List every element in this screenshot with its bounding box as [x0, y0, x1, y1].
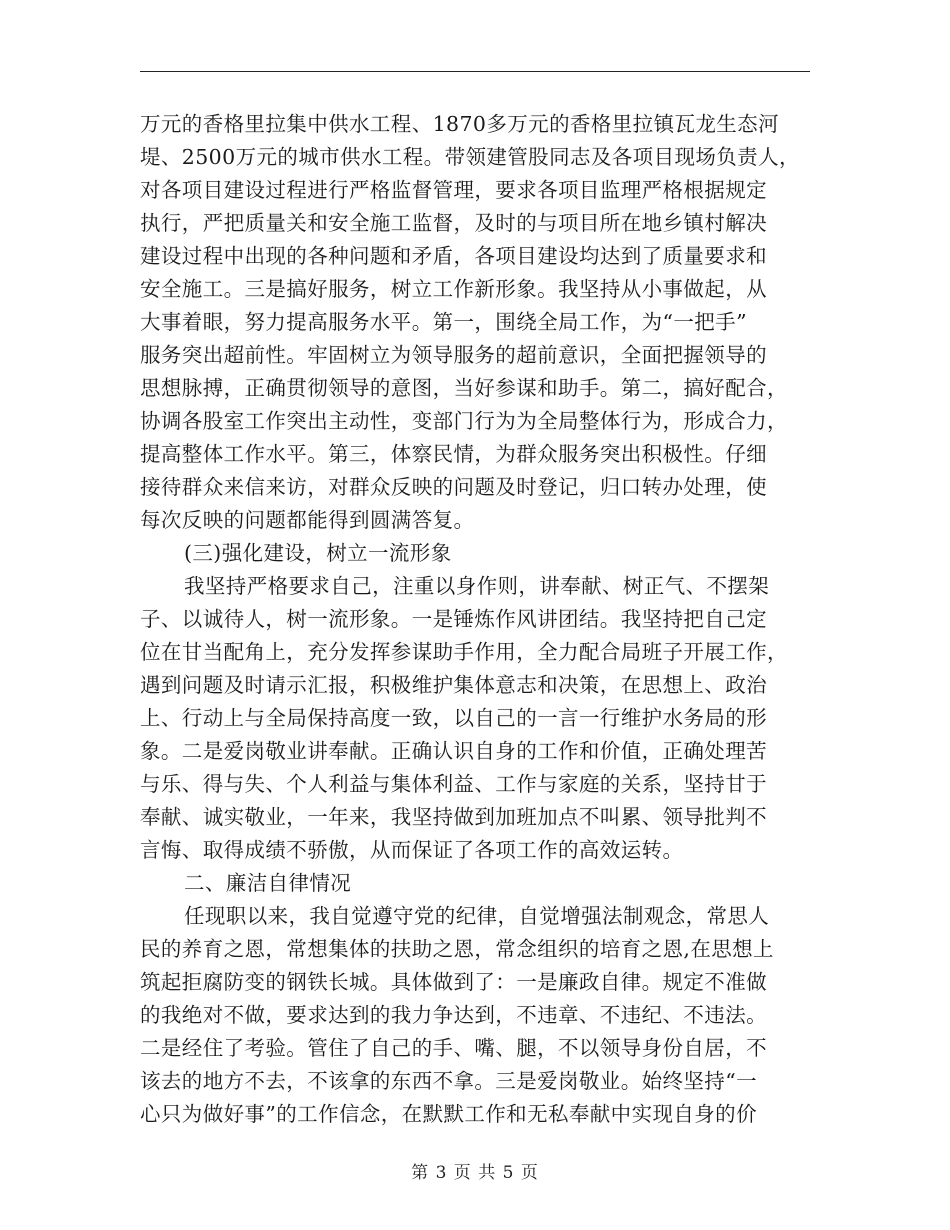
section-heading: (三)强化建设，树立一流形象: [184, 541, 452, 565]
text-line: 建设过程中出现的各种问题和矛盾，各项目建设均达到了质量要求和: [140, 244, 767, 268]
text-line: 遇到问题及时请示汇报，积极维护集体意志和决策，在思想上、政治: [140, 673, 767, 697]
page-number: 第 3 页 共 5 页: [411, 1163, 539, 1183]
text-line: 上、行动上与全局保持高度一致，以自己的一言一行维护水务局的形: [140, 706, 767, 730]
text-line: 协调各股室工作突出主动性，变部门行为为全局整体行为，形成合力，: [140, 409, 788, 433]
text-line: 执行，严把质量关和安全施工监督，及时的与项目所在地乡镇村解决: [140, 211, 767, 235]
text-line: 子、以诚待人，树一流形象。一是锤炼作风讲团结。我坚持把自己定: [140, 607, 767, 631]
text-line: 万元的香格里拉集中供水工程、1870多万元的香格里拉镇瓦龙生态河: [140, 112, 779, 136]
text-line: 安全施工。三是搞好服务，树立工作新形象。我坚持从小事做起，从: [140, 277, 767, 301]
text-line: 堤、2500万元的城市供水工程。带领建管股同志及各项目现场负责人，: [140, 145, 800, 169]
text-line: 思想脉搏，正确贯彻领导的意图，当好参谋和助手。第二，搞好配合，: [140, 376, 788, 400]
text-line: 接待群众来信来访，对群众反映的问题及时登记，归口转办处理，使: [140, 475, 767, 499]
text-line: 与乐、得与失、个人利益与集体利益、工作与家庭的关系，坚持甘于: [140, 772, 767, 796]
text-line: 筑起拒腐防变的钢铁长城。具体做到了：一是廉政自律。规定不准做: [140, 970, 767, 994]
text-line: 言悔、取得成绩不骄傲，从而保证了各项工作的高效运转。: [140, 838, 684, 862]
text-line: 象。二是爱岗敬业讲奉献。正确认识自身的工作和价值，正确处理苦: [140, 739, 767, 763]
text-line: 心只为做好事”的工作信念，在默默工作和无私奉献中实现自身的价: [140, 1102, 757, 1126]
text-line: 二是经住了考验。管住了自己的手、嘴、腿，不以领导身份自居，不: [140, 1036, 767, 1060]
text-line: 位在甘当配角上，充分发挥参谋助手作用，全力配合局班子开展工作，: [140, 640, 788, 664]
text-line: 任现职以来，我自觉遵守党的纪律，自觉增强法制观念，常思人: [184, 904, 770, 928]
section-heading: 二、廉洁自律情况: [184, 871, 352, 895]
text-line: 服务突出超前性。牢固树立为领导服务的超前意识，全面把握领导的: [140, 343, 767, 367]
text-line: 的我绝对不做，要求达到的我力争达到，不违章、不违纪、不违法。: [140, 1003, 767, 1027]
text-line: 对各项目建设过程进行严格监督管理，要求各项目监理严格根据规定: [140, 178, 767, 202]
text-line: 该去的地方不去，不该拿的东西不拿。三是爱岗敬业。始终坚持“一: [140, 1069, 757, 1093]
text-line: 民的养育之恩，常想集体的扶助之恩，常念组织的培育之恩,在思想上: [140, 937, 774, 961]
body-text: [140, 108, 820, 1131]
header-rule: [140, 71, 810, 72]
text-line: 大事着眼，努力提高服务水平。第一，围绕全局工作，为“一把手”: [140, 310, 747, 334]
text-line: 我坚持严格要求自己，注重以身作则，讲奉献、树正气、不摆架: [184, 574, 770, 598]
text-line: 每次反映的问题都能得到圆满答复。: [140, 508, 475, 532]
text-line: 提高整体工作水平。第三，体察民情，为群众服务突出积极性。仔细: [140, 442, 767, 466]
text-line: 奉献、诚实敬业，一年来，我坚持做到加班加点不叫累、领导批判不: [140, 805, 767, 829]
